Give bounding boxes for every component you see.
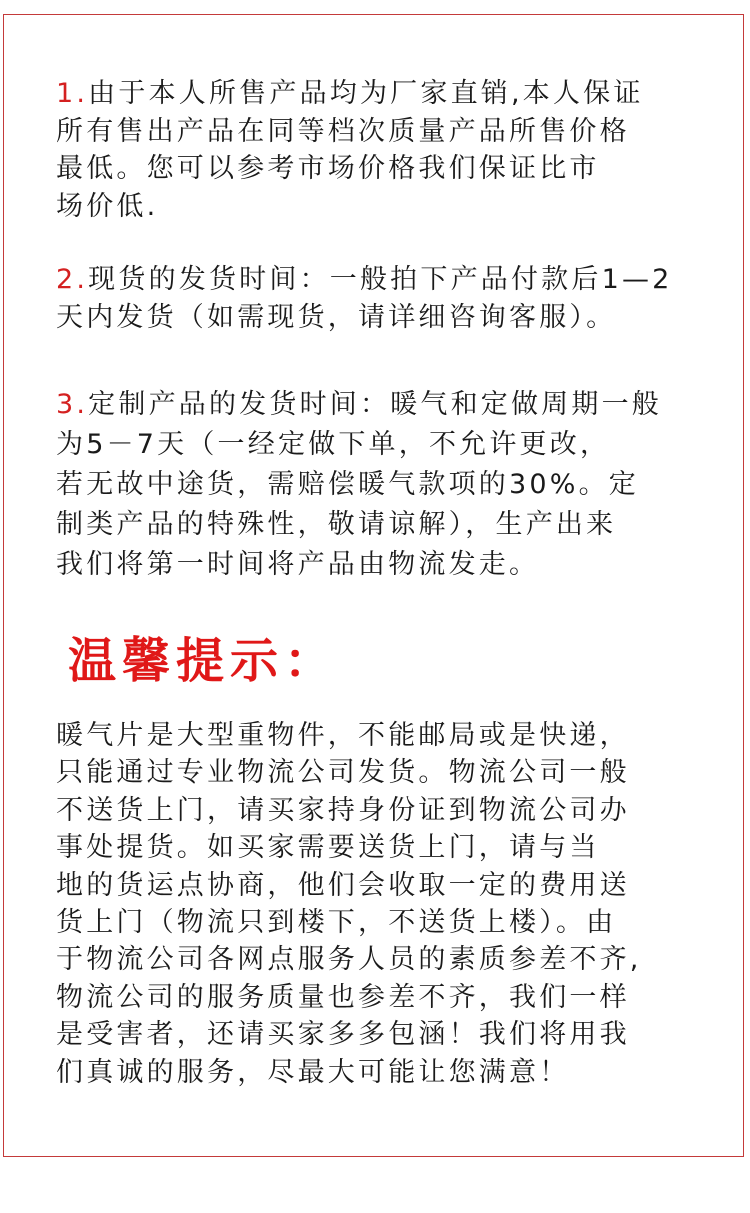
notice-1-text: 由于本人所售产品均为厂家直销,本人保证 所有售出产品在同等档次质量产品所售价格 最低。您可以参考市场价格我们保证比市 场价低. <box>56 78 644 222</box>
notice-1-number: 1. <box>56 78 89 109</box>
notice-3-number: 3. <box>56 389 89 420</box>
notice-1 <box>56 75 726 225</box>
tip-body: 暖气片是大型重物件，不能邮局或是快递， 只能通过专业物流公司发货。物流公司一般 不送货上门，请买家持身份证到物流公司办 事处提货。如买家需要送货上门，请与当 地的货运点协商，他们会收取一定的费用送 货上门（物流只到楼下，不送货上楼）。由 于物流公司各网点服务人员的素质参差不齐, 物流公司的服务质量也参差不齐，我们一样 是受害者，还请买家多多包涵！我们将用我 们真诚的服务，尽最大可能让您满意！ <box>56 720 642 1088</box>
notice-3 <box>56 385 726 585</box>
notice-2 <box>56 261 726 337</box>
notice-2-text: 现货的发货时间：一般拍下产品付款后1—2 天内发货（如需现货，请详细咨询客服）。 <box>56 264 673 333</box>
notice-2-number: 2. <box>56 264 89 295</box>
tip-heading: 温馨提示： <box>68 633 339 689</box>
notice-3-text: 定制产品的发货时间：暖气和定做周期一般 为5－7天（一经定做下单，不允许更改， 若无故中途货，需赔偿暖气款项的30%。定 制类产品的特殊性，敬请谅解），生产出来 我们将第一时间将产品由物流发走。 <box>56 389 662 580</box>
